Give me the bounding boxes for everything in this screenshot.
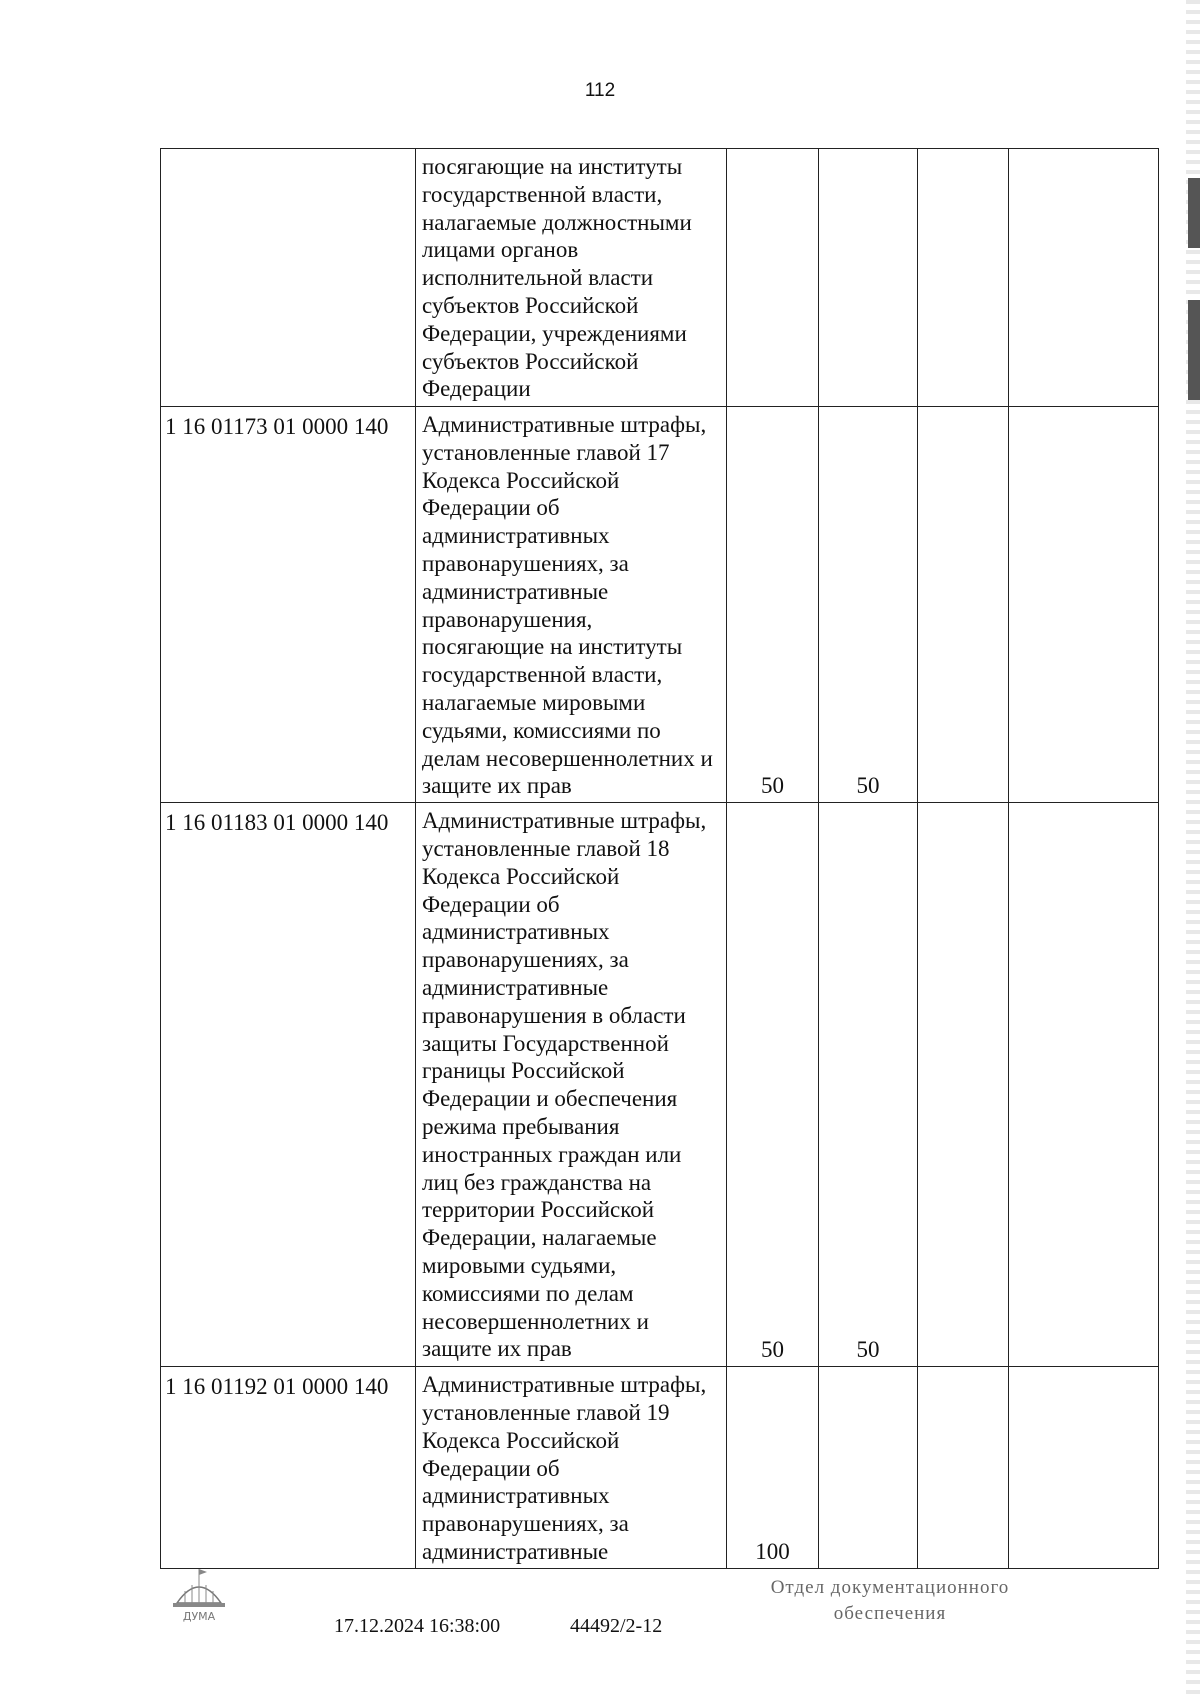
scan-edge xyxy=(1186,0,1200,1695)
table-row xyxy=(161,803,1159,1367)
table-row xyxy=(161,407,1159,803)
name-line: субъектов Российской xyxy=(422,348,639,374)
row-value-4 xyxy=(1009,149,1159,407)
name-line: Кодекса Российской xyxy=(422,467,620,493)
name-line: посягающие на институты xyxy=(422,634,683,660)
name-line: территории Российской xyxy=(422,1197,655,1223)
name-line: правонарушениях, за xyxy=(422,550,629,576)
row-value-4 xyxy=(1009,407,1159,803)
name-line: лицами органов xyxy=(422,237,579,263)
row-value-1: 100 xyxy=(727,1367,819,1569)
name-line: административных xyxy=(422,919,610,945)
row-value-1: 50 xyxy=(727,803,819,1367)
page-number: 112 xyxy=(584,80,616,101)
name-line: Федерации об xyxy=(422,891,560,917)
name-line: налагаемые мировыми xyxy=(422,689,646,715)
name-line: административные xyxy=(422,1538,609,1564)
row-value-2: 50 xyxy=(819,803,918,1367)
name-line: административных xyxy=(422,1483,610,1509)
footer-datetime: 17.12.2024 16:38:00 xyxy=(334,1615,501,1637)
name-line: делам несовершеннолетних и xyxy=(422,745,713,771)
name-line: иностранных граждан или xyxy=(422,1141,682,1167)
name-line: правонарушения в области xyxy=(422,1002,686,1028)
name-line: Кодекса Российской xyxy=(422,863,620,889)
name-line: установленные главой 18 xyxy=(422,835,670,861)
name-line: Федерации, налагаемые xyxy=(422,1225,657,1251)
row-code: 1 16 01183 01 0000 140 xyxy=(161,803,416,1367)
row-value-3 xyxy=(918,407,1009,803)
footer-reg-number: 44492/2-12 xyxy=(570,1615,663,1637)
row-value-2 xyxy=(819,149,918,407)
budget-table xyxy=(160,148,1159,1569)
row-code: 1 16 01173 01 0000 140 xyxy=(161,407,416,803)
name-line: Кодекса Российской xyxy=(422,1427,620,1453)
duma-logo-text: ДУМА xyxy=(182,1610,216,1623)
stamp-line-2: обеспечения xyxy=(833,1603,947,1624)
name-line: защите их прав xyxy=(422,773,572,799)
row-code: 1 16 01192 01 0000 140 xyxy=(161,1367,416,1569)
row-name xyxy=(416,149,727,407)
name-line: лиц без гражданства на xyxy=(422,1169,652,1195)
name-line: административных xyxy=(422,523,610,549)
name-line: установленные главой 19 xyxy=(422,1399,670,1425)
row-value-2 xyxy=(819,1367,918,1569)
name-line: защите их прав xyxy=(422,1336,572,1362)
name-line: государственной власти, xyxy=(422,662,663,688)
row-value-3 xyxy=(918,1367,1009,1569)
name-line: границы Российской xyxy=(422,1058,625,1084)
name-line: Федерации об xyxy=(422,495,560,521)
duma-logo-icon xyxy=(163,1565,235,1625)
row-name xyxy=(416,1367,727,1569)
name-line: Федерации, учреждениями xyxy=(422,320,687,346)
scan-artifact xyxy=(1188,300,1200,400)
name-line: налагаемые должностными xyxy=(422,209,692,235)
name-line: правонарушениях, за xyxy=(422,1511,629,1537)
row-value-4 xyxy=(1009,1367,1159,1569)
name-line: исполнительной власти xyxy=(422,265,654,291)
name-line: правонарушения, xyxy=(422,606,593,632)
stamp-line-1: Отдел документационного xyxy=(770,1577,1010,1598)
name-line: административные xyxy=(422,974,609,1000)
row-value-2: 50 xyxy=(819,407,918,803)
name-line: мировыми судьями, xyxy=(422,1252,617,1278)
name-line: посягающие на институты xyxy=(422,154,683,179)
name-line: защиты Государственной xyxy=(422,1030,669,1056)
name-line: несовершеннолетних и xyxy=(422,1308,649,1334)
name-line: государственной власти, xyxy=(422,181,663,207)
table-row xyxy=(161,149,1159,407)
row-name xyxy=(416,803,727,1367)
name-line: Административные штрафы, xyxy=(422,808,707,834)
row-value-1 xyxy=(727,149,819,407)
name-line: комиссиями по делам xyxy=(422,1280,634,1306)
department-stamp xyxy=(740,1575,1040,1627)
name-line: установленные главой 17 xyxy=(422,439,670,465)
row-code xyxy=(161,149,416,407)
name-line: Административные штрафы, xyxy=(422,1372,707,1398)
name-line: субъектов Российской xyxy=(422,292,639,318)
name-line: судьями, комиссиями по xyxy=(422,717,661,743)
table-row xyxy=(161,1367,1159,1569)
name-line: Федерации об xyxy=(422,1455,560,1481)
name-line: Федерации и обеспечения xyxy=(422,1086,678,1112)
row-value-3 xyxy=(918,803,1009,1367)
scan-artifact xyxy=(1188,178,1200,248)
row-name xyxy=(416,407,727,803)
name-line: режима пребывания xyxy=(422,1113,620,1139)
row-value-4 xyxy=(1009,803,1159,1367)
row-value-1: 50 xyxy=(727,407,819,803)
name-line: правонарушениях, за xyxy=(422,947,629,973)
name-line: административные xyxy=(422,578,609,604)
name-line: Административные штрафы, xyxy=(422,412,707,437)
name-line: Федерации xyxy=(422,376,531,402)
row-value-3 xyxy=(918,149,1009,407)
